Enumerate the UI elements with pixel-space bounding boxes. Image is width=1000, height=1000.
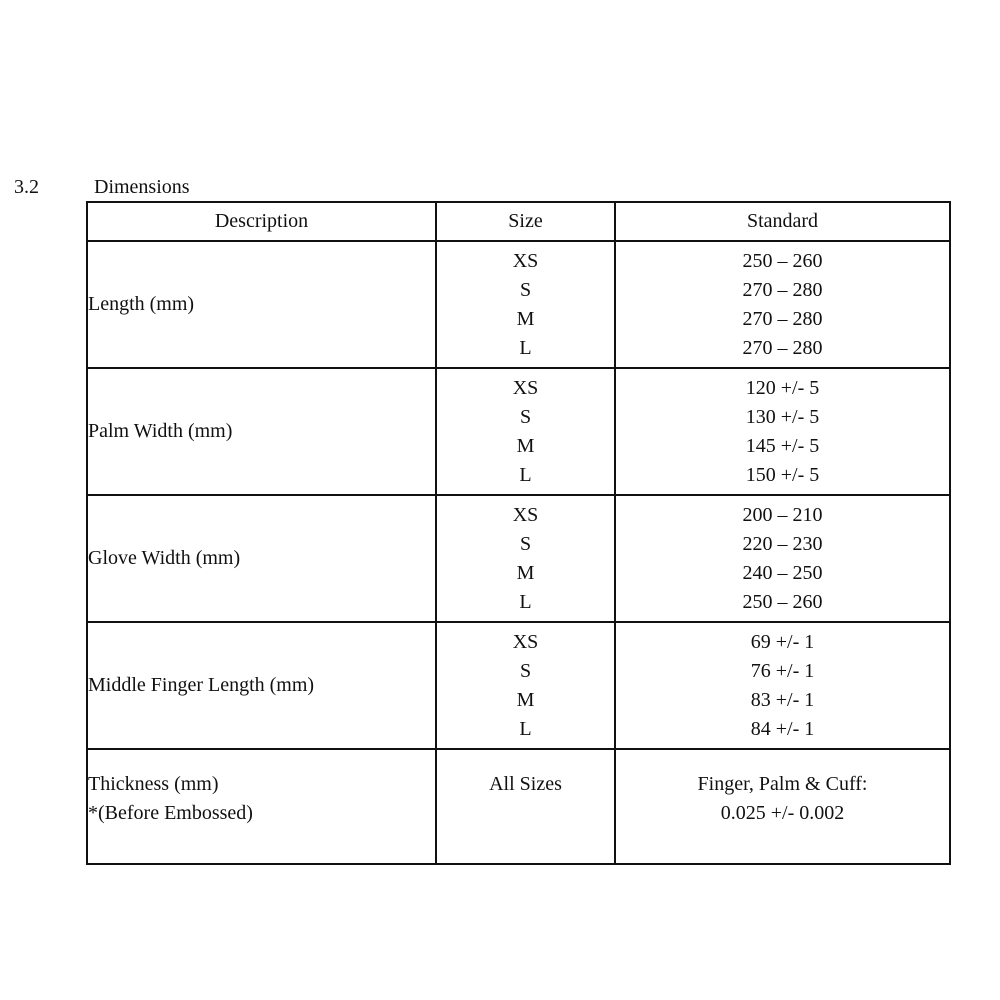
standard-cell [615,368,950,495]
description-cell: Length (mm) [87,241,436,368]
standard-value: 220 – 230 [742,532,823,555]
size-value: L [519,463,532,486]
header-size: Size [436,202,615,241]
standard-value: 270 – 280 [742,336,823,359]
standard-value: 84 +/- 1 [750,717,815,740]
standard-cell [615,749,950,864]
dimensions-table [86,201,951,865]
header-description: Description [87,202,436,241]
standard-value: 250 – 260 [742,249,823,272]
size-cell [436,368,615,495]
size-cell [436,241,615,368]
description-cell: Palm Width (mm) [87,368,436,495]
size-value: XS [512,630,539,653]
size-value: XS [512,249,539,272]
size-value: XS [512,376,539,399]
size-cell [436,749,615,864]
standard-value: 69 +/- 1 [750,630,815,653]
description-line: Thickness (mm) [88,773,219,795]
size-cell [436,622,615,749]
size-value: S [519,278,532,301]
standard-value: 145 +/- 5 [745,434,820,457]
size-value: L [519,336,532,359]
size-value: S [519,659,532,682]
size-value: M [516,561,535,584]
standard-cell [615,241,950,368]
size-value: L [519,590,532,613]
standard-value: 83 +/- 1 [750,688,815,711]
description-note: *(Before Embossed) [88,802,253,824]
standard-value: 240 – 250 [742,561,823,584]
description-cell [87,749,436,864]
size-value: All Sizes [489,773,562,795]
standard-value: 76 +/- 1 [750,659,815,682]
header-standard: Standard [615,202,950,241]
standard-value: 120 +/- 5 [745,376,820,399]
standard-value: 0.025 +/- 0.002 [720,802,845,824]
size-value: S [519,532,532,555]
standard-value: Finger, Palm & Cuff: [697,773,868,795]
size-value: M [516,434,535,457]
size-value: M [516,307,535,330]
standard-cell [615,495,950,622]
section-number: 3.2 [14,176,39,198]
standard-value: 270 – 280 [742,307,823,330]
standard-value: 150 +/- 5 [745,463,820,486]
size-cell [436,495,615,622]
table-row-glove-width [87,495,950,622]
table-row-thickness [87,749,950,864]
standard-value: 270 – 280 [742,278,823,301]
description-cell: Glove Width (mm) [87,495,436,622]
table-row-palm-width [87,368,950,495]
section-title: Dimensions [94,176,190,198]
standard-cell [615,622,950,749]
size-value: S [519,405,532,428]
description-cell: Middle Finger Length (mm) [87,622,436,749]
size-value: L [519,717,532,740]
standard-value: 200 – 210 [742,503,823,526]
standard-value: 130 +/- 5 [745,405,820,428]
table-row-middle-finger-length [87,622,950,749]
size-value: M [516,688,535,711]
table-header-row [87,202,950,241]
table-row-length [87,241,950,368]
size-value: XS [512,503,539,526]
standard-value: 250 – 260 [742,590,823,613]
